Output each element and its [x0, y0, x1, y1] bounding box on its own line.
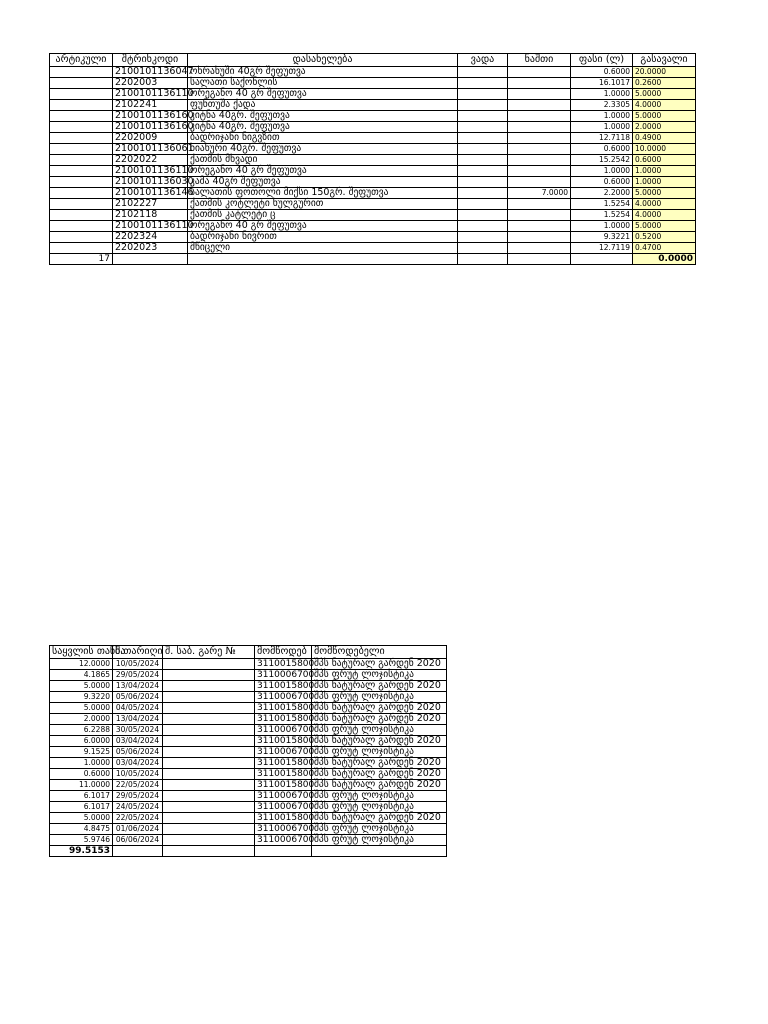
- price-cell: 12.7119: [571, 243, 633, 254]
- table-row: [50, 780, 447, 791]
- outgoing-cell: 1.0000: [633, 177, 696, 188]
- amount-cell: 9.3220: [50, 692, 113, 703]
- name-cell: სალათის ფოთოლი მიქსი 150გრ. შეფუთვა: [188, 188, 458, 199]
- outgoing-cell: 5.0000: [633, 111, 696, 122]
- supplier-code-cell: 3110006700: [255, 791, 312, 802]
- amount-cell: 4.1865: [50, 670, 113, 681]
- supplier-code-cell: 3110006700: [255, 692, 312, 703]
- date-cell: 10/05/2024: [113, 659, 163, 670]
- outgoing-cell: 0.4700: [633, 243, 696, 254]
- table-row: [50, 703, 447, 714]
- invoice-cell: [163, 725, 255, 736]
- table-row: [50, 221, 696, 232]
- remaining-cell: [508, 232, 571, 243]
- barcode-cell: 2102241: [113, 100, 188, 111]
- table-row: [50, 769, 447, 780]
- table-row: [50, 791, 447, 802]
- supplier-code-cell: 3110006700: [255, 824, 312, 835]
- date-cell: 10/05/2024: [113, 769, 163, 780]
- barcode-cell: 2100101136030: [113, 177, 188, 188]
- price-cell: 15.2542: [571, 155, 633, 166]
- table-row: [50, 813, 447, 824]
- expiry-cell: [458, 177, 508, 188]
- table-row: [50, 177, 696, 188]
- barcode-cell: 2202023: [113, 243, 188, 254]
- expiry-cell: [458, 100, 508, 111]
- amount-cell: 5.0000: [50, 813, 113, 824]
- supplier-cell: შპს ნატურალ გარდენ 2020: [312, 769, 447, 780]
- barcode-cell: 2100101136110: [113, 221, 188, 232]
- table-row: [50, 100, 696, 111]
- header-name: დასახელება: [188, 54, 458, 67]
- remaining-cell: [508, 67, 571, 78]
- price-cell: 16.1017: [571, 78, 633, 89]
- invoice-cell: [163, 802, 255, 813]
- supplier-code-cell: 3110006700: [255, 670, 312, 681]
- price-cell: 0.6000: [571, 67, 633, 78]
- amount-cell: 9.1525: [50, 747, 113, 758]
- expiry-cell: [458, 166, 508, 177]
- expiry-cell: [458, 122, 508, 133]
- table-row: [50, 725, 447, 736]
- article-cell: [50, 199, 113, 210]
- table-row: [50, 681, 447, 692]
- supplier-cell: შპს ნატურალ გარდენ 2020: [312, 714, 447, 725]
- barcode-cell: 2102227: [113, 199, 188, 210]
- remaining-cell: [508, 122, 571, 133]
- price-cell: 0.6000: [571, 177, 633, 188]
- supplier-cell: შპს ნატურალ გარდენ 2020: [312, 813, 447, 824]
- remaining-cell: [508, 78, 571, 89]
- total-amount: 99.5153: [50, 846, 113, 857]
- date-cell: 29/05/2024: [113, 791, 163, 802]
- inventory-total-row: [50, 254, 696, 265]
- supplier-cell: შპს ნატურალ გარდენ 2020: [312, 659, 447, 670]
- expiry-cell: [458, 243, 508, 254]
- table-row: [50, 835, 447, 846]
- article-cell: [50, 78, 113, 89]
- remaining-cell: [508, 177, 571, 188]
- invoice-cell: [163, 670, 255, 681]
- table-row: [50, 67, 696, 78]
- price-cell: 1.0000: [571, 89, 633, 100]
- name-cell: კამა 40გრ შეფუთვა: [188, 177, 458, 188]
- amount-cell: 6.1017: [50, 802, 113, 813]
- name-cell: ორეგანო 40 გრ შეფუთვა: [188, 221, 458, 232]
- supplier-code-cell: 3110015800: [255, 769, 312, 780]
- article-cell: [50, 210, 113, 221]
- invoice-cell: [163, 714, 255, 725]
- table-row: [50, 78, 696, 89]
- table-row: [50, 133, 696, 144]
- supplier-code-cell: 3110015800: [255, 659, 312, 670]
- date-cell: 03/04/2024: [113, 736, 163, 747]
- remaining-cell: [508, 210, 571, 221]
- name-cell: ოხრახუში 40გრ შეფუთვა: [188, 67, 458, 78]
- table-row: [50, 747, 447, 758]
- article-cell: [50, 133, 113, 144]
- article-cell: [50, 155, 113, 166]
- article-cell: [50, 67, 113, 78]
- amount-cell: 6.1017: [50, 791, 113, 802]
- name-cell: ქათმის მხვადი: [188, 155, 458, 166]
- expiry-cell: [458, 144, 508, 155]
- outgoing-cell: 2.0000: [633, 122, 696, 133]
- outgoing-cell: 0.2600: [633, 78, 696, 89]
- invoice-cell: [163, 659, 255, 670]
- amount-cell: 11.0000: [50, 780, 113, 791]
- price-cell: 9.3221: [571, 232, 633, 243]
- outgoing-cell: 5.0000: [633, 188, 696, 199]
- supplier-total-row: [50, 846, 447, 857]
- invoice-cell: [163, 736, 255, 747]
- article-cell: [50, 166, 113, 177]
- table-row: [50, 802, 447, 813]
- table-row: [50, 243, 696, 254]
- outgoing-cell: 5.0000: [633, 89, 696, 100]
- price-cell: 1.5254: [571, 210, 633, 221]
- supplier-code-cell: 3110006700: [255, 725, 312, 736]
- supplier-cell: შპს ფრუტ ლოჯისტიკა: [312, 725, 447, 736]
- supplier-cell: შპს ნატურალ გარდენ 2020: [312, 681, 447, 692]
- barcode-cell: 2100101136146: [113, 188, 188, 199]
- barcode-cell: 2100101136160: [113, 111, 188, 122]
- expiry-cell: [458, 67, 508, 78]
- expiry-cell: [458, 111, 508, 122]
- table-row: [50, 111, 696, 122]
- expiry-cell: [458, 188, 508, 199]
- amount-cell: 12.0000: [50, 659, 113, 670]
- amount-cell: 5.0000: [50, 703, 113, 714]
- article-cell: [50, 232, 113, 243]
- remaining-cell: [508, 155, 571, 166]
- outgoing-cell: 4.0000: [633, 210, 696, 221]
- amount-cell: 5.9746: [50, 835, 113, 846]
- inventory-header-row: [50, 54, 696, 67]
- header-supplier-code: მომწოდებ: [255, 646, 312, 659]
- amount-cell: 2.0000: [50, 714, 113, 725]
- name-cell: ფუნთუშა ქადა: [188, 100, 458, 111]
- date-cell: 05/06/2024: [113, 692, 163, 703]
- invoice-cell: [163, 791, 255, 802]
- supplier-code-cell: 3110015800: [255, 780, 312, 791]
- price-cell: 1.0000: [571, 122, 633, 133]
- supplier-table: [49, 645, 447, 857]
- header-supplier: მომწოდებელი: [312, 646, 447, 659]
- table-row: [50, 89, 696, 100]
- supplier-code-cell: 3110006700: [255, 835, 312, 846]
- table-row: [50, 824, 447, 835]
- remaining-cell: [508, 111, 571, 122]
- table-row: [50, 188, 696, 199]
- header-barcode: შტრიხკოდი: [113, 54, 188, 67]
- table-row: [50, 199, 696, 210]
- invoice-cell: [163, 747, 255, 758]
- outgoing-cell: 4.0000: [633, 100, 696, 111]
- table-row: [50, 714, 447, 725]
- outgoing-cell: 0.4900: [633, 133, 696, 144]
- date-cell: 13/04/2024: [113, 681, 163, 692]
- article-cell: [50, 188, 113, 199]
- supplier-header-row: [50, 646, 447, 659]
- table-row: [50, 210, 696, 221]
- header-date: შ.თარიღი: [113, 646, 163, 659]
- name-cell: მწიცელი: [188, 243, 458, 254]
- total-outgoing: 0.0000: [633, 254, 696, 265]
- invoice-cell: [163, 769, 255, 780]
- outgoing-cell: 20.0000: [633, 67, 696, 78]
- name-cell: ბადრიჯანი ნივრით: [188, 232, 458, 243]
- name-cell: კიტნა 40გრ. შეფუთვა: [188, 122, 458, 133]
- price-cell: 1.0000: [571, 221, 633, 232]
- supplier-cell: შპს ფრუტ ლოჯისტიკა: [312, 747, 447, 758]
- table-row: [50, 144, 696, 155]
- header-outgoing: გასავალი: [633, 54, 696, 67]
- outgoing-cell: 4.0000: [633, 199, 696, 210]
- expiry-cell: [458, 199, 508, 210]
- supplier-cell: შპს ნატურალ გარდენ 2020: [312, 758, 447, 769]
- table-row: [50, 736, 447, 747]
- invoice-cell: [163, 703, 255, 714]
- supplier-cell: შპს ფრუტ ლოჯისტიკა: [312, 670, 447, 681]
- barcode-cell: 2100101136110: [113, 89, 188, 100]
- remaining-cell: [508, 100, 571, 111]
- barcode-cell: 2202324: [113, 232, 188, 243]
- price-cell: 1.0000: [571, 111, 633, 122]
- remaining-cell: [508, 133, 571, 144]
- date-cell: 05/06/2024: [113, 747, 163, 758]
- supplier-code-cell: 3110015800: [255, 714, 312, 725]
- row-count: 17: [50, 254, 113, 265]
- invoice-cell: [163, 813, 255, 824]
- supplier-cell: შპს ნატურალ გარდენ 2020: [312, 736, 447, 747]
- amount-cell: 4.8475: [50, 824, 113, 835]
- article-cell: [50, 111, 113, 122]
- date-cell: 29/05/2024: [113, 670, 163, 681]
- date-cell: 04/05/2024: [113, 703, 163, 714]
- date-cell: 03/04/2024: [113, 758, 163, 769]
- barcode-cell: 2100101136047: [113, 67, 188, 78]
- name-cell: ორეგანო 40 გრ შეფუთვა: [188, 89, 458, 100]
- supplier-code-cell: 3110015800: [255, 703, 312, 714]
- amount-cell: 5.0000: [50, 681, 113, 692]
- table-row: [50, 659, 447, 670]
- expiry-cell: [458, 221, 508, 232]
- supplier-cell: შპს ნატურალ გარდენ 2020: [312, 780, 447, 791]
- remaining-cell: [508, 89, 571, 100]
- expiry-cell: [458, 210, 508, 221]
- expiry-cell: [458, 89, 508, 100]
- expiry-cell: [458, 155, 508, 166]
- supplier-code-cell: 3110015800: [255, 736, 312, 747]
- inventory-table: [49, 53, 696, 265]
- amount-cell: 6.2288: [50, 725, 113, 736]
- name-cell: კიტნა 40გრ. შეფუთვა: [188, 111, 458, 122]
- amount-cell: 1.0000: [50, 758, 113, 769]
- expiry-cell: [458, 133, 508, 144]
- price-cell: 2.2000: [571, 188, 633, 199]
- header-expiry: ვადა: [458, 54, 508, 67]
- supplier-code-cell: 3110006700: [255, 747, 312, 758]
- header-price: ფასი (ლ): [571, 54, 633, 67]
- outgoing-cell: 10.0000: [633, 144, 696, 155]
- table-row: [50, 155, 696, 166]
- price-cell: 1.0000: [571, 166, 633, 177]
- invoice-cell: [163, 835, 255, 846]
- article-cell: [50, 221, 113, 232]
- remaining-cell: [508, 243, 571, 254]
- price-cell: 12.7118: [571, 133, 633, 144]
- date-cell: 24/05/2024: [113, 802, 163, 813]
- supplier-code-cell: 3110015800: [255, 681, 312, 692]
- remaining-cell: [508, 144, 571, 155]
- supplier-cell: შპს ნატურალ გარდენ 2020: [312, 703, 447, 714]
- date-cell: 01/06/2024: [113, 824, 163, 835]
- amount-cell: 0.6000: [50, 769, 113, 780]
- name-cell: სალათი საქონლის: [188, 78, 458, 89]
- invoice-cell: [163, 824, 255, 835]
- table-row: [50, 122, 696, 133]
- supplier-code-cell: 3110006700: [255, 802, 312, 813]
- name-cell: ქათმის კოტლეტი ხულგურით: [188, 199, 458, 210]
- supplier-cell: შპს ფრუტ ლოჯისტიკა: [312, 835, 447, 846]
- expiry-cell: [458, 232, 508, 243]
- barcode-cell: 2100101136110: [113, 166, 188, 177]
- table-row: [50, 670, 447, 681]
- article-cell: [50, 144, 113, 155]
- remaining-cell: [508, 221, 571, 232]
- price-cell: 0.6000: [571, 144, 633, 155]
- article-cell: [50, 243, 113, 254]
- outgoing-cell: 1.0000: [633, 166, 696, 177]
- table-row: [50, 692, 447, 703]
- article-cell: [50, 177, 113, 188]
- remaining-cell: [508, 166, 571, 177]
- article-cell: [50, 89, 113, 100]
- table-row: [50, 758, 447, 769]
- header-remaining: ნაშთი: [508, 54, 571, 67]
- supplier-code-cell: 3110015800: [255, 813, 312, 824]
- price-cell: 2.3305: [571, 100, 633, 111]
- expiry-cell: [458, 78, 508, 89]
- barcode-cell: 2100101136160: [113, 122, 188, 133]
- table-row: [50, 232, 696, 243]
- barcode-cell: 2100101136061: [113, 144, 188, 155]
- date-cell: 06/06/2024: [113, 835, 163, 846]
- supplier-code-cell: 3110015800: [255, 758, 312, 769]
- invoice-cell: [163, 780, 255, 791]
- date-cell: 22/05/2024: [113, 780, 163, 791]
- header-amount: საყვლის თანხა: [50, 646, 113, 659]
- supplier-cell: შპს ფრუტ ლოჯისტიკა: [312, 692, 447, 703]
- header-invoice-no: შ. საბ. გარე №: [163, 646, 255, 659]
- name-cell: ორეგანო 40 გრ შეფუთვა: [188, 166, 458, 177]
- barcode-cell: 2202022: [113, 155, 188, 166]
- outgoing-cell: 0.6000: [633, 155, 696, 166]
- price-cell: 1.5254: [571, 199, 633, 210]
- article-cell: [50, 100, 113, 111]
- invoice-cell: [163, 692, 255, 703]
- barcode-cell: 2102118: [113, 210, 188, 221]
- amount-cell: 6.0000: [50, 736, 113, 747]
- table-row: [50, 166, 696, 177]
- supplier-cell: შპს ფრუტ ლოჯისტიკა: [312, 824, 447, 835]
- barcode-cell: 2202003: [113, 78, 188, 89]
- header-article: არტიკული: [50, 54, 113, 67]
- outgoing-cell: 0.5200: [633, 232, 696, 243]
- supplier-cell: შპს ფრუტ ლოჯისტიკა: [312, 791, 447, 802]
- remaining-cell: 7.0000: [508, 188, 571, 199]
- outgoing-cell: 5.0000: [633, 221, 696, 232]
- supplier-cell: შპს ფრუტ ლოჯისტიკა: [312, 802, 447, 813]
- article-cell: [50, 122, 113, 133]
- barcode-cell: 2202009: [113, 133, 188, 144]
- name-cell: ხიახური 40გრ. შეფუთვა: [188, 144, 458, 155]
- date-cell: 22/05/2024: [113, 813, 163, 824]
- remaining-cell: [508, 199, 571, 210]
- invoice-cell: [163, 758, 255, 769]
- invoice-cell: [163, 681, 255, 692]
- name-cell: ქათმის კატლეტი ც: [188, 210, 458, 221]
- date-cell: 13/04/2024: [113, 714, 163, 725]
- date-cell: 30/05/2024: [113, 725, 163, 736]
- name-cell: ბადრიჯანი ნიგვზით: [188, 133, 458, 144]
